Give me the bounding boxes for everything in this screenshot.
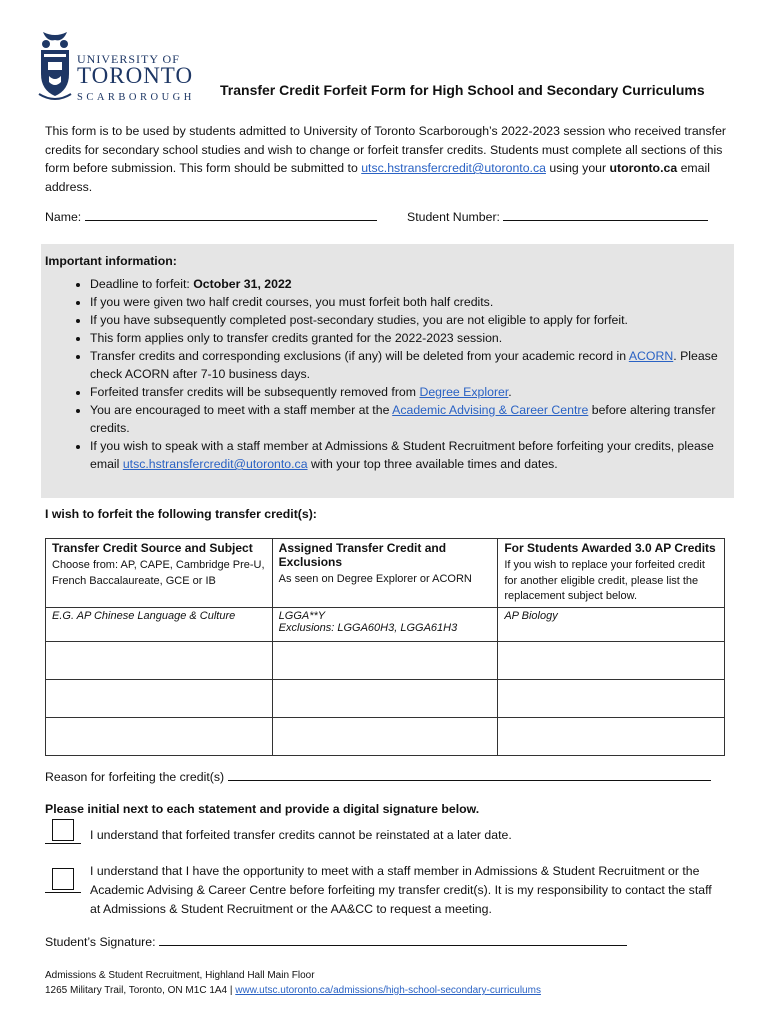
important-info-list — [63, 275, 730, 473]
name-input-line[interactable] — [85, 207, 377, 221]
table-cell-input[interactable] — [498, 679, 725, 717]
list-item-half-credit: • If you were given two half credit courses, you must forfeit both half credits. — [90, 293, 730, 311]
footer-website-link[interactable]: www.utsc.utoronto.ca/admissions/high-school-secondary-curriculums — [235, 985, 541, 996]
list-item-advising — [90, 401, 730, 437]
intro-text: This form is to be used by students admitted to University of Toronto Scarborough’s 2022-2023 session who received transfer credits for secondary school studies and wish to change or forfeit transfer credits. Students must complete all sections of this form before submission. This form should be submitted to — [45, 124, 727, 175]
list-item-acorn — [90, 347, 730, 383]
list-item-post-secondary: • If you have subsequently completed post-secondary studies, you are not eligible to apply for forfeit. — [90, 311, 730, 329]
acorn-text: Transfer credits and corresponding exclusions (if any) will be deleted from your academic record in — [90, 349, 629, 363]
col-assigned-header — [272, 539, 498, 608]
submission-email-link[interactable]: utsc.hstransfercredit@utoronto.ca — [361, 161, 546, 175]
forfeit-heading: I wish to forfeit the following transfer credit(s): — [45, 507, 317, 521]
student-number-field — [407, 207, 708, 224]
forfeit-credits-table — [45, 538, 725, 756]
statement-2: I understand that I have the opportunity to meet with a staff member in Admissions & Student Recruitment or the Academic Advising & Career Centre before forfeiting my transfer credit(s). It is my responsibility to contact the staff at Admissions & Student Recruitment or the AA&CC to request a meeting. — [90, 864, 712, 916]
list-item-degree-explorer — [90, 383, 730, 401]
signature-label: Student’s Signature: — [45, 935, 156, 949]
table-cell-input[interactable] — [272, 717, 498, 755]
name-label: Name: — [45, 210, 82, 224]
list-item-speak — [90, 437, 730, 473]
important-info-heading: Important information: — [45, 254, 177, 268]
intro-paragraph — [45, 122, 735, 196]
reason-field — [45, 767, 711, 784]
table-cell-input[interactable] — [46, 641, 273, 679]
degree-text: Forfeited transfer credits will be subsequently removed from — [90, 385, 420, 399]
col-assigned-title: Assigned Transfer Credit and Exclusions — [278, 541, 447, 569]
page-footer — [45, 968, 541, 998]
statement-1: I understand that forfeited transfer credits cannot be reinstated at a later date. — [90, 828, 512, 842]
example-exclusions: Exclusions: LGGA60H3, LGGA61H3 — [278, 621, 458, 634]
deadline-prefix: Deadline to forfeit: — [90, 277, 194, 291]
example-assigned-cell — [272, 607, 498, 641]
reason-input-line[interactable] — [228, 767, 711, 781]
intro-domain: utoronto.ca — [609, 161, 678, 175]
intro-text-after: using your — [545, 161, 610, 175]
speak-text-after: with your top three available times and dates. — [307, 457, 558, 471]
col-ap-sub: If you wish to replace your forfeited credit for another eligible credit, please list the replacement subject below. — [504, 559, 705, 602]
col-ap-title: For Students Awarded 3.0 AP Credits — [504, 541, 716, 555]
table-row-example — [46, 607, 725, 641]
logo-toronto: TORONTO — [77, 63, 194, 88]
advising-centre-link[interactable]: Academic Advising & Career Centre — [392, 403, 589, 417]
example-credit: LGGA**Y — [278, 609, 326, 622]
student-number-input-line[interactable] — [503, 207, 708, 221]
advising-text-after: before altering transfer credits. — [90, 403, 716, 435]
university-crest-icon — [35, 30, 75, 106]
table-row — [46, 679, 725, 717]
acorn-text-after: . Please check ACORN after 7-10 business days. — [90, 349, 718, 381]
deadline-date: October 31, 2022 — [193, 277, 292, 291]
speak-text: If you wish to speak with a staff member at Admissions & Student Recruitment before forfeiting your credits, please email — [90, 439, 714, 471]
signature-input-line[interactable] — [159, 932, 627, 946]
col-assigned-sub: As seen on Degree Explorer or ACORN — [278, 573, 472, 585]
initial-box-1[interactable] — [52, 819, 74, 841]
table-cell-input[interactable] — [498, 717, 725, 755]
initial-underline-2 — [45, 892, 81, 893]
table-row — [46, 717, 725, 755]
table-cell-input[interactable] — [498, 641, 725, 679]
example-ap-cell: AP Biology — [498, 607, 725, 641]
form-title: Transfer Credit Forfeit Form for High School and Secondary Curriculums — [220, 82, 705, 98]
logo-scarborough: SCARBOROUGH — [77, 92, 195, 103]
utsc-logo — [35, 30, 205, 108]
initial-underline-1 — [45, 843, 81, 844]
initial-box-2[interactable] — [52, 868, 74, 890]
table-cell-input[interactable] — [272, 641, 498, 679]
col-source-sub: Choose from: AP, CAPE, Cambridge Pre-U, French Baccalaureate, GCE or IB — [52, 559, 265, 587]
table-cell-input[interactable] — [46, 679, 273, 717]
intro-text-end: email address. — [45, 161, 710, 194]
important-info-box — [41, 244, 734, 498]
col-ap-header — [498, 539, 725, 608]
name-field — [45, 207, 377, 224]
table-row — [46, 641, 725, 679]
signature-field — [45, 932, 627, 949]
degree-explorer-link[interactable]: Degree Explorer — [419, 385, 509, 399]
reason-label: Reason for forfeiting the credit(s) — [45, 770, 225, 784]
footer-street: 1265 Military Trail, Toronto, ON M1C 1A4 | — [45, 985, 236, 996]
footer-address: Admissions & Student Recruitment, Highland Hall Main Floor — [45, 970, 315, 981]
speak-email-link[interactable]: utsc.hstransfercredit@utoronto.ca — [122, 457, 308, 471]
initial-heading: Please initial next to each statement and provide a digital signature below. — [45, 802, 480, 816]
table-cell-input[interactable] — [46, 717, 273, 755]
list-item-deadline — [90, 275, 730, 293]
example-source-cell: E.G. AP Chinese Language & Culture — [46, 607, 273, 641]
logo-university-of: UNIVERSITY OF — [77, 52, 180, 66]
col-source-header — [46, 539, 273, 608]
table-cell-input[interactable] — [272, 679, 498, 717]
list-item-session: • This form applies only to transfer credits granted for the 2022-2023 session. — [90, 329, 730, 347]
student-number-label: Student Number: — [407, 210, 500, 224]
table-header-row — [46, 539, 725, 608]
acorn-link[interactable]: ACORN — [628, 349, 674, 363]
col-source-title: Transfer Credit Source and Subject — [52, 541, 253, 555]
degree-text-after: . — [508, 385, 512, 399]
advising-text: You are encouraged to meet with a staff member at the — [90, 403, 393, 417]
footer-line2 — [45, 983, 541, 998]
